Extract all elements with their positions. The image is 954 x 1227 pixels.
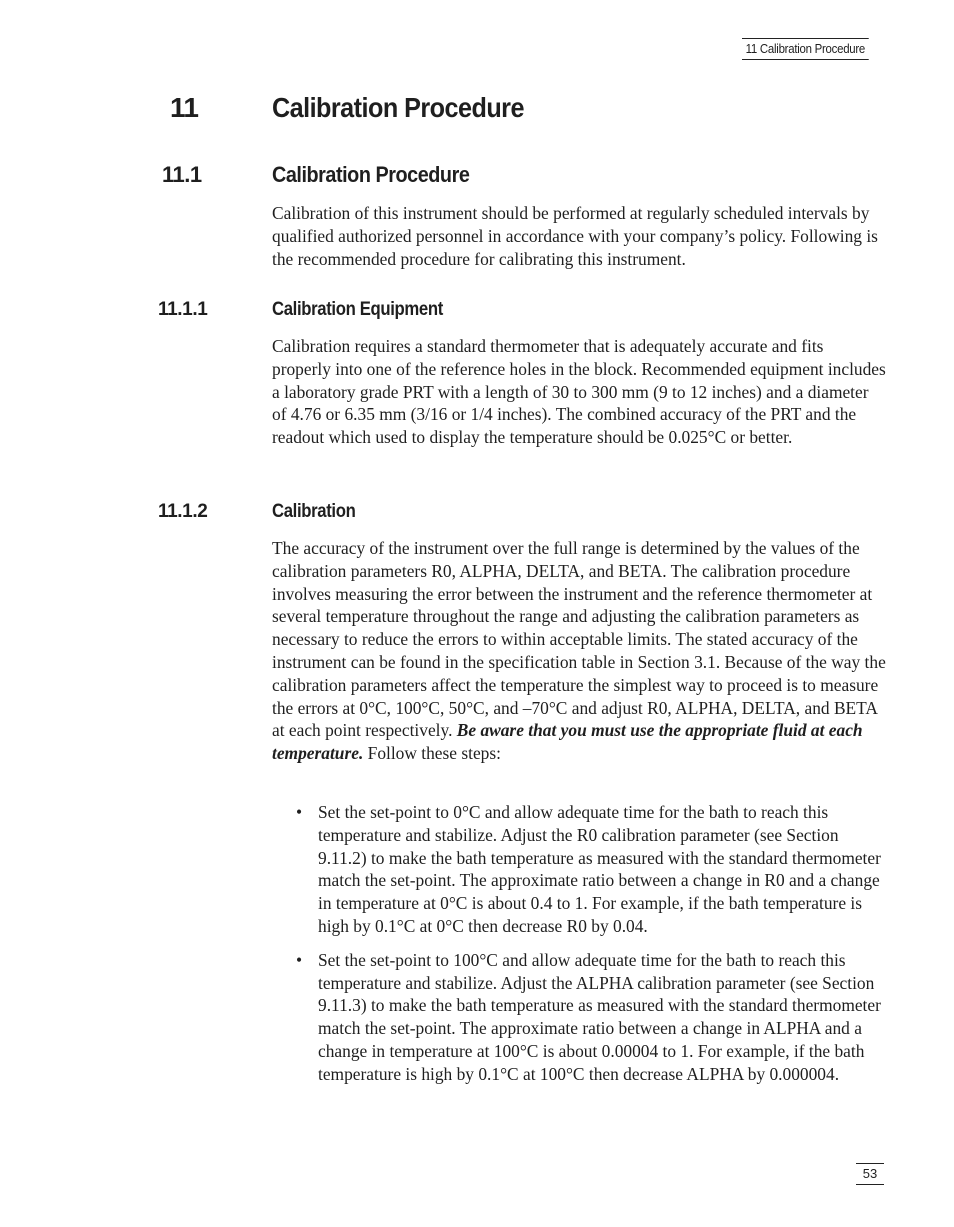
- calibration-step-text: Set the set-point to 0°C and allow adequate time for the bath to reach this temperature and stabilize. Adjust the R0 calibration parameter (see Section 9.11.2) to make the bath temperature as measured with the standard thermometer match the set-point. The approximate ratio between a change in R0 and a change in temperature at 0°C is about 0.4 to 1. For example, if the bath temperature is high by 0.1°C at 0°C then decrease R0 by 0.04.: [318, 802, 881, 936]
- section-title: Calibration Procedure: [272, 162, 470, 187]
- chapter-title: Calibration Procedure: [272, 92, 524, 123]
- subsection-calibration-number: 11.1.2: [158, 501, 208, 522]
- running-header: 11 Calibration Procedure: [742, 38, 869, 60]
- calibration-paragraph: [272, 537, 886, 765]
- section-intro-paragraph: Calibration of this instrument should be performed at regularly scheduled intervals by qualified authorized personnel in accordance with your company’s policy. Following is the recommended procedure for calibrating this instrument.: [272, 203, 878, 269]
- calibration-step-item: [296, 949, 886, 1086]
- fluid-warning-emphasis: Be aware that you must use the appropriate fluid at each temperature.: [272, 720, 863, 764]
- bullet-icon: •: [296, 802, 303, 822]
- section-number: 11.1: [162, 162, 202, 187]
- calibration-body-tail: Follow these steps:: [363, 743, 501, 764]
- equipment-paragraph: Calibration requires a standard thermometer that is adequately accurate and fits properly into one of the reference holes in the block. Recommended equipment includes a laboratory grade PRT with a length of 30 to 300 mm (9 to 12 inches) and a diameter of 4.76 or 6.35 mm (3/16 or 1/4 inches). The combined accuracy of the PRT and the readout which used to display the temperature should be 0.025°C or better.: [272, 336, 886, 448]
- subsection-calibration-title: Calibration: [272, 501, 356, 522]
- subsection-equipment-number: 11.1.1: [158, 299, 208, 320]
- chapter-number: 11: [170, 92, 199, 123]
- calibration-body-text: The accuracy of the instrument over the full range is determined by the values of the calibration parameters R0, ALPHA, DELTA, and BETA. The calibration procedure involves measuring the error between the instrument and the reference thermometer at several temperature throughout the range and adjusting the calibration parameters as necessary to reduce the errors to within acceptable limits. The stated accuracy of the instrument can be found in the specification table in Section 3.1. Because of the way the calibration parameters affect the temperature the simplest way to proceed is to measure the errors at 0°C, 100°C, 50°C, and –70°C and adjust R0, ALPHA, DELTA, and BETA at each point respectively.: [272, 538, 886, 741]
- calibration-steps-list: [296, 801, 886, 1086]
- bullet-icon: •: [296, 949, 303, 970]
- calibration-step-item: [296, 801, 886, 938]
- calibration-step-text: Set the set-point to 100°C and allow adequate time for the bath to reach this temperature and stabilize. Adjust the ALPHA calibration parameter (see Section 9.11.3) to make the bath temperature as measured with the standard thermometer match the set-point. The approximate ratio between a change in ALPHA and a change in temperature at 100°C is about 0.00004 to 1. For example, if the bath temperature is high by 0.1°C at 100°C then decrease ALPHA by 0.000004.: [318, 949, 881, 1084]
- page-number: 53: [856, 1163, 884, 1185]
- subsection-equipment-title: Calibration Equipment: [272, 299, 443, 320]
